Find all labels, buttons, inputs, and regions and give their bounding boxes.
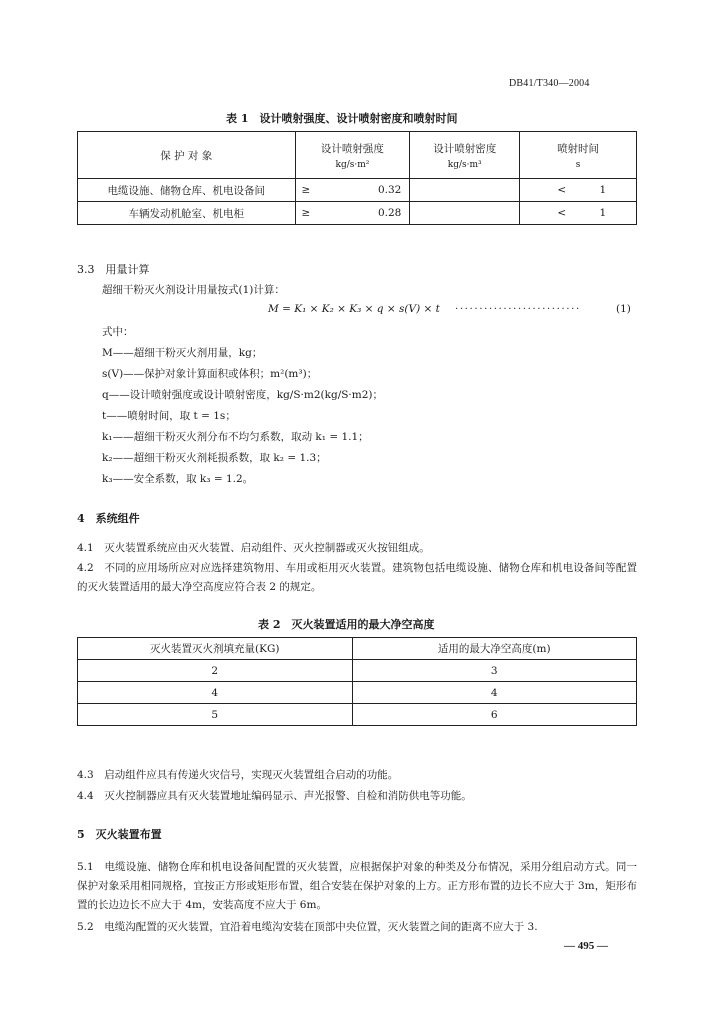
table2-cell: 2 [78,660,353,682]
formula: M = K₁ × K₂ × K₃ × q × s(V) × t [268,303,440,315]
table1-caption: 表 1 设计喷射强度、设计喷射密度和喷射时间 [226,112,458,125]
definition-item: q——设计喷射强度或设计喷射密度，kg/S·m2(kg/S·m2)； [102,389,383,401]
table2 [77,637,637,726]
paragraph-4-1: 4.1 灭火装置系统应由灭火装置、启动组件、灭火控制器或灭火按钮组成。 [77,542,430,554]
definition-item: k₂——超细干粉灭火剂耗损系数，取 k₂ = 1.3； [102,452,327,464]
paragraph-4-4: 4.4 灭火控制器应具有灭火装置地址编码显示、声光报警、自检和消防供电等功能。 [77,790,472,802]
document-code: DB41/T340—2004 [509,78,590,89]
table1-header-intensity: 设计喷射强度 kg/s·m² [295,132,410,179]
page-number: — 495 — [564,940,608,952]
table-row [78,682,637,704]
table2-cell: 4 [78,682,353,704]
table2-cell: 6 [352,704,636,726]
paragraph-4-3: 4.3 启动组件应具有传递火灾信号，实现灭火装置组合启动的功能。 [77,769,399,781]
definition-item: s(V)——保护对象计算面积或体积；m²(m³)； [102,368,318,380]
definition-item: k₁——超细干粉灭火剂分布不均匀系数，取动 k₁ = 1.1； [102,431,369,443]
definition-item: k₃——安全系数，取 k₃ = 1.2。 [102,473,254,485]
table2-caption: 表 2 灭火装置适用的最大净空高度 [258,618,435,631]
table2-header-row [78,638,637,660]
section-5-heading: 5 灭火装置布置 [77,828,162,841]
table1-cell-intensity: ≥ 0.32 [295,179,410,202]
table-row [78,660,637,682]
formula-leader: ·························· [455,303,581,315]
table-row [78,704,637,726]
table1-cell-density [410,179,520,202]
table1 [77,131,637,225]
definition-item: M——超细干粉灭火剂用量，kg； [102,347,263,359]
section-3-3-intro: 超细干粉灭火剂设计用量按式(1)计算： [102,284,285,296]
table1-header-time: 喷射时间 s [520,132,637,179]
section-4-heading: 4 系统组件 [77,512,140,525]
table1-header-object: 保 护 对 象 [78,132,296,179]
table1-cell-object: 电缆设施、储物仓库、机电设备间 [78,179,296,202]
paragraph-4-2: 4.2 不同的应用场所应对应选择建筑物用、车用或柜用灭火装置。建筑物包括电缆设施、储物仓库和机电设备间等配置的灭火装置适用的最大净空高度应符合表 2 的规定。 [77,562,637,593]
table1-cell-intensity: ≥ 0.28 [295,202,410,225]
table2-cell: 5 [78,704,353,726]
table1-cell-time: < 1 [520,202,637,225]
table1-cell-object: 车辆发动机舱室、机电柜 [78,202,296,225]
section-3-3-heading: 3.3 用量计算 [77,263,150,276]
paragraph-5-1: 5.1 电缆设施、储物仓库和机电设备间配置的灭火装置，应根据保护对象的种类及分布情况，采用分组启动方式。同一保护对象采用相同规格，宜按正方形或矩形布置，组合安装在保护对象的上方。正方形布置的边长不应大于 3m，矩形布置的长边边长不应大于 4m，安装高度不应大于 6m。 [77,861,637,911]
table-row [78,202,637,225]
definition-item: t——喷射时间，取 t = 1s； [102,410,236,422]
formula-number: (1) [616,303,631,315]
table2-header-fill: 灭火装置灭火剂填充量(KG) [78,638,353,660]
table-row [78,179,637,202]
table1-cell-density [410,202,520,225]
table2-cell: 4 [352,682,636,704]
paragraph-5-2: 5.2 电缆沟配置的灭火装置，宜沿着电缆沟安装在顶部中央位置，灭火装置之间的距离不应大于 3. [77,921,538,933]
table1-cell-time: < 1 [520,179,637,202]
table2-cell: 3 [352,660,636,682]
where-label: 式中： [102,326,134,338]
table1-header-row [78,132,637,179]
table2-header-height: 适用的最大净空高度(m) [352,638,636,660]
table1-header-density: 设计喷射密度 kg/s·m³ [410,132,520,179]
